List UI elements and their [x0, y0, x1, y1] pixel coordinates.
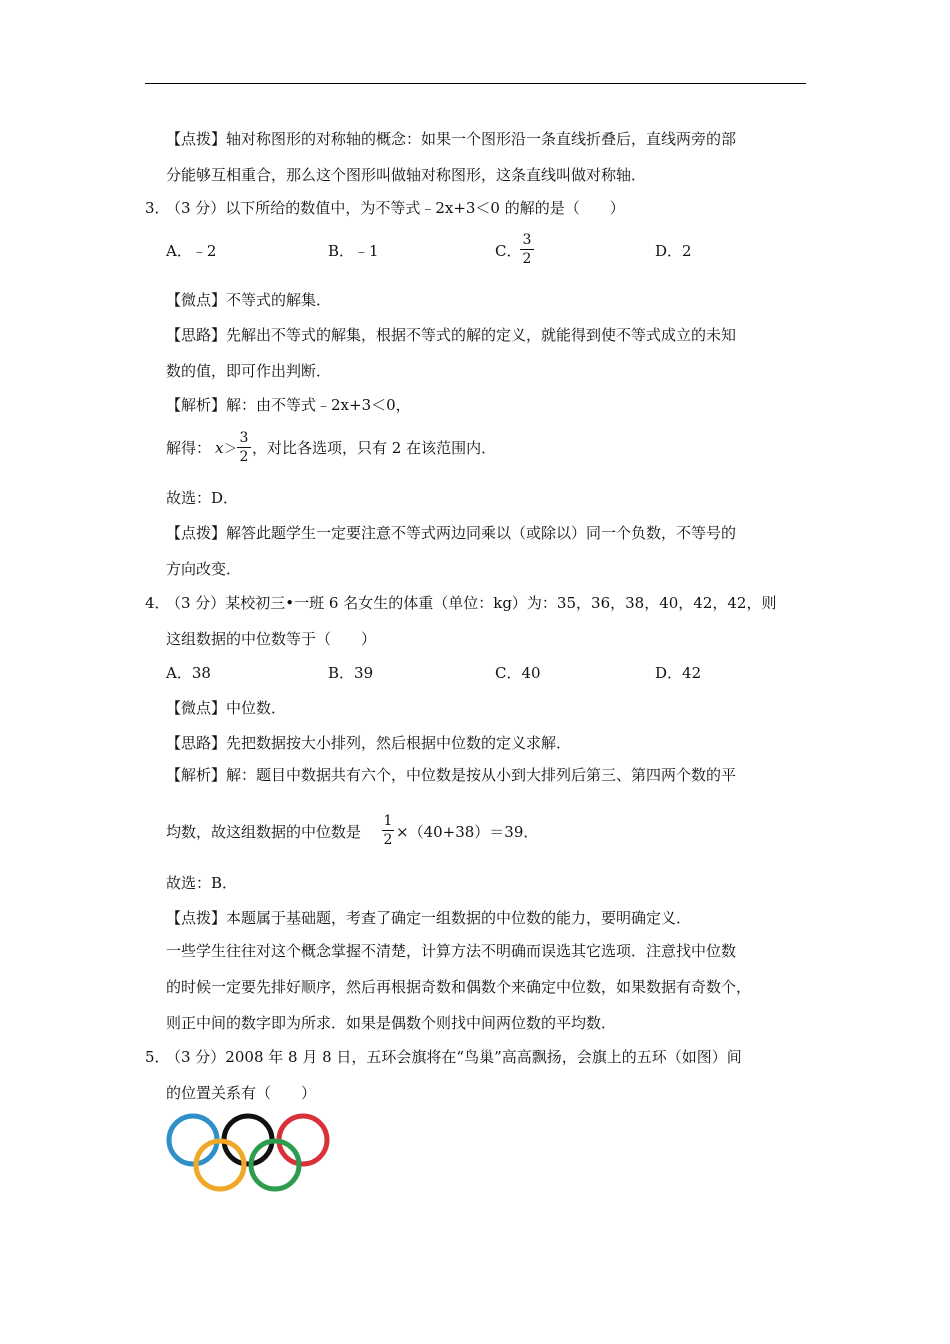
yellow-ring — [196, 1141, 244, 1189]
q3-solve-variable: x — [215, 439, 224, 457]
q3-option-a: A．﹣2 — [166, 242, 217, 260]
q3-solve-suffix: ，对比各选项，只有 2 在该范围内． — [252, 439, 497, 457]
q3-tip-line-1: 【点拨】解答此题学生一定要注意不等式两边同乘以（或除以）同一个负数，不等号的 — [166, 524, 737, 542]
q4-note-line-1: 一些学生往往对这个概念掌握不清楚，计算方法不明确而误选其它选项．注意找中位数 — [166, 942, 737, 960]
q4-analysis-line-1: 【解析】解：题目中数据共有六个，中位数是按从小到大排列后第三、第四两个数的平 — [166, 766, 737, 784]
q5-stem-line-1: （3 分）2008 年 8 月 8 日，五环会旗将在“鸟巢”高高飘扬，会旗上的五环（如图）间 — [166, 1048, 742, 1066]
q3-idea-line-2: 数的值，即可作出判断． — [166, 362, 332, 380]
q4-note-line-3: 则正中间的数字即为所求．如果是偶数个则找中间两位数的平均数． — [166, 1014, 617, 1032]
q3-tip-line-2: 方向改变． — [166, 560, 242, 578]
q2-tip-line-1: 【点拨】轴对称图形的对称轴的概念：如果一个图形沿一条直线折叠后，直线两旁的部 — [166, 130, 737, 148]
q3-stem: （3 分）以下所给的数值中，为不等式﹣2x+3＜0 的解的是（ ） — [166, 199, 625, 217]
black-ring — [224, 1116, 272, 1164]
q4-analysis-line-2-prefix: 均数，故这组数据的中位数是 — [166, 823, 362, 841]
q4-stem-line-1: （3 分）某校初三•一班 6 名女生的体重（单位：kg）为：35，36，38，40，42，42，则 — [166, 594, 777, 612]
q3-idea-line-1: 【思路】先解出不等式的解集，根据不等式的解的定义，就能得到使不等式成立的未知 — [166, 326, 737, 344]
q4-option-b: B．39 — [328, 664, 374, 682]
q5-number: 5． — [145, 1048, 170, 1066]
q4-fraction-numerator: 1 — [383, 813, 393, 829]
q3-option-c-denominator: 2 — [522, 251, 532, 267]
q3-analysis: 【解析】解：由不等式﹣2x+3＜0， — [166, 396, 411, 414]
q3-number: 3． — [145, 199, 170, 217]
q4-note-line-2: 的时候一定要先排好顺序，然后再根据奇数和偶数个来确定中位数，如果数据有奇数个， — [166, 978, 752, 996]
q4-fraction-denominator: 2 — [383, 832, 393, 848]
q5-stem-line-2: 的位置关系有（ ） — [166, 1084, 317, 1102]
q4-analysis-line-2-suffix: ×（40+38）＝39． — [396, 823, 539, 841]
q3-solve-numerator: 3 — [239, 430, 249, 446]
q4-tip: 【点拨】本题属于基础题，考查了确定一组数据的中位数的能力，要明确定义． — [166, 909, 692, 927]
q4-point: 【微点】中位数． — [166, 699, 287, 717]
fraction-bar — [520, 249, 534, 250]
red-ring — [279, 1116, 327, 1164]
q3-solve-greater-than: ＞ — [224, 442, 238, 457]
q2-tip-line-2: 分能够互相重合，那么这个图形叫做轴对称图形，这条直线叫做对称轴． — [166, 166, 647, 184]
q3-solve-fraction — [237, 430, 251, 465]
green-ring — [251, 1141, 299, 1189]
blue-ring — [169, 1116, 217, 1164]
q4-number: 4． — [145, 594, 170, 612]
q3-option-c-label: C． — [495, 242, 522, 260]
q4-stem-line-2: 这组数据的中位数等于（ ） — [166, 630, 377, 648]
q4-idea: 【思路】先把数据按大小排列，然后根据中位数的定义求解． — [166, 734, 572, 752]
q3-solve-prefix: 解得： — [166, 439, 212, 457]
header-rule — [145, 83, 806, 84]
q4-option-c: C．40 — [495, 664, 541, 682]
q3-solve-denominator: 2 — [239, 449, 249, 465]
fraction-bar — [237, 447, 251, 448]
q4-half-fraction — [382, 813, 394, 848]
q4-option-d: D．42 — [655, 664, 702, 682]
q3-option-c-fraction — [520, 232, 534, 267]
olympic-rings-figure — [165, 1112, 331, 1194]
q3-answer: 故选：D． — [166, 489, 239, 507]
fraction-bar — [382, 830, 394, 831]
q3-option-b: B．﹣1 — [328, 242, 379, 260]
q3-point: 【微点】不等式的解集． — [166, 291, 332, 309]
q4-answer: 故选：B． — [166, 874, 238, 892]
q3-option-c-numerator: 3 — [522, 232, 532, 248]
q4-option-a: A．38 — [166, 664, 211, 682]
q3-option-d: D．2 — [655, 242, 692, 260]
